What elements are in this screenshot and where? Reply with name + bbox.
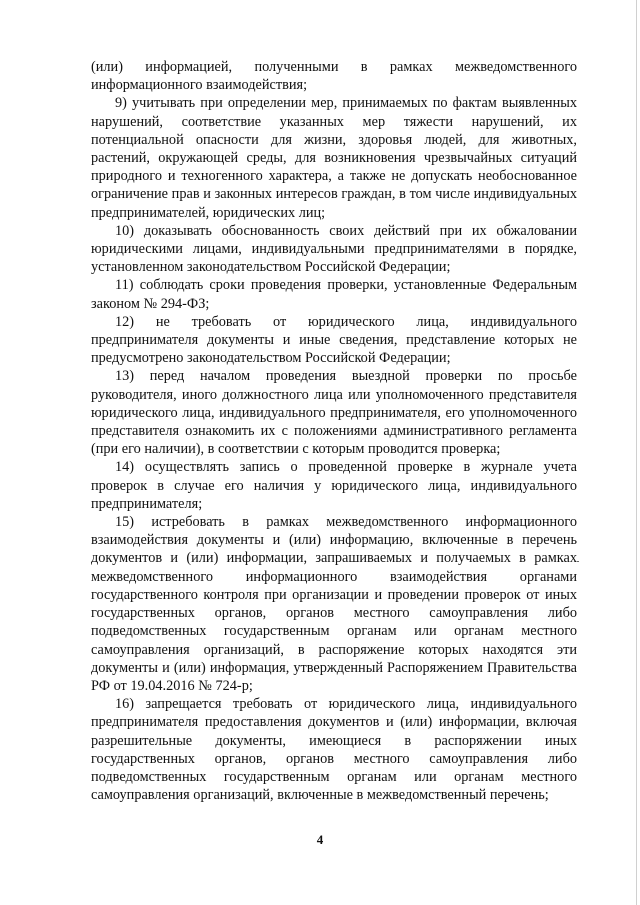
paragraph-item-12: 12) не требовать от юридического лица, индивидуального предпринимателя документы и иные сведения, представление которых не предусмотрено законодательством Российской Федерации; bbox=[91, 313, 577, 367]
paragraph-item-16: 16) запрещается требовать от юридического лица, индивидуального предпринимателя предоставления документов и (или) информации, включая разрешительные документы, имеющиеся в распоряжении иных государственных органов, органов местного самоуправления либо подведомственных государственным органам или органам местного самоуправления организаций, включенные в межведомственный перечень; bbox=[91, 696, 577, 804]
paragraph-item-14: 14) осуществлять запись о проведенной проверке в журнале учета проверок в случае его наличия у юридического лица, индивидуального предпринимателя; bbox=[91, 459, 577, 512]
page-edge-line bbox=[636, 0, 637, 905]
page-number: 4 bbox=[316, 832, 324, 847]
document-body bbox=[91, 58, 577, 804]
paragraph-item-13: 13) перед началом проведения выездной проверки по просьбе руководителя, иного должностного лица или уполномоченного представителя юридического лица, индивидуального предпринимателя, его уполномоченного представителя ознакомить их с положениями административного регламента (при его наличии), в соответствии с которым проводится проверка; bbox=[91, 368, 577, 458]
paragraph-item-9: 9) учитывать при определении мер, принимаемых по фактам выявленных нарушений, соответствие указанных мер тяжести нарушений, их потенциальной опасности для жизни, здоровья людей, для животных, растений, окружающей среды, для возникновения чрезвычайных ситуаций природного и техногенного характера, а также не допускать необоснованное ограничение прав и законных интересов граждан, в том числе индивидуальных предпринимателей, юридических лиц; bbox=[91, 95, 577, 221]
paragraph-item-10: 10) доказывать обоснованность своих действий при их обжаловании юридическими лицами, индивидуальными предпринимателями в порядке, установленном законодательством Российской Федерации; bbox=[91, 222, 577, 276]
paragraph-item-15: 15) истребовать в рамках межведомственного информационного взаимодействия документы и (или) информацию, включенные в перечень документов и (или) информации, запрашиваемых и получаемых в рамках межведомственного информационного взаимодействия органами государственного контроля при организации и проведении проверок от иных государственных органов, органов местного самоуправления либо подведомственных государственным органам или органам местного самоуправления организаций, в распоряжение которых находятся эти документы и (или) информация, утвержденный Распоряжением Правительства РФ от 19.04.2016 № 724-р; bbox=[91, 514, 577, 694]
paragraph-item-11: 11) соблюдать сроки проведения проверки, установленные Федеральным законом № 294-ФЗ; bbox=[91, 277, 577, 312]
paragraph-continuation: (или) информацией, полученными в рамках межведомственного информационного взаимодействия; bbox=[91, 59, 577, 94]
scan-speck bbox=[577, 561, 579, 562]
